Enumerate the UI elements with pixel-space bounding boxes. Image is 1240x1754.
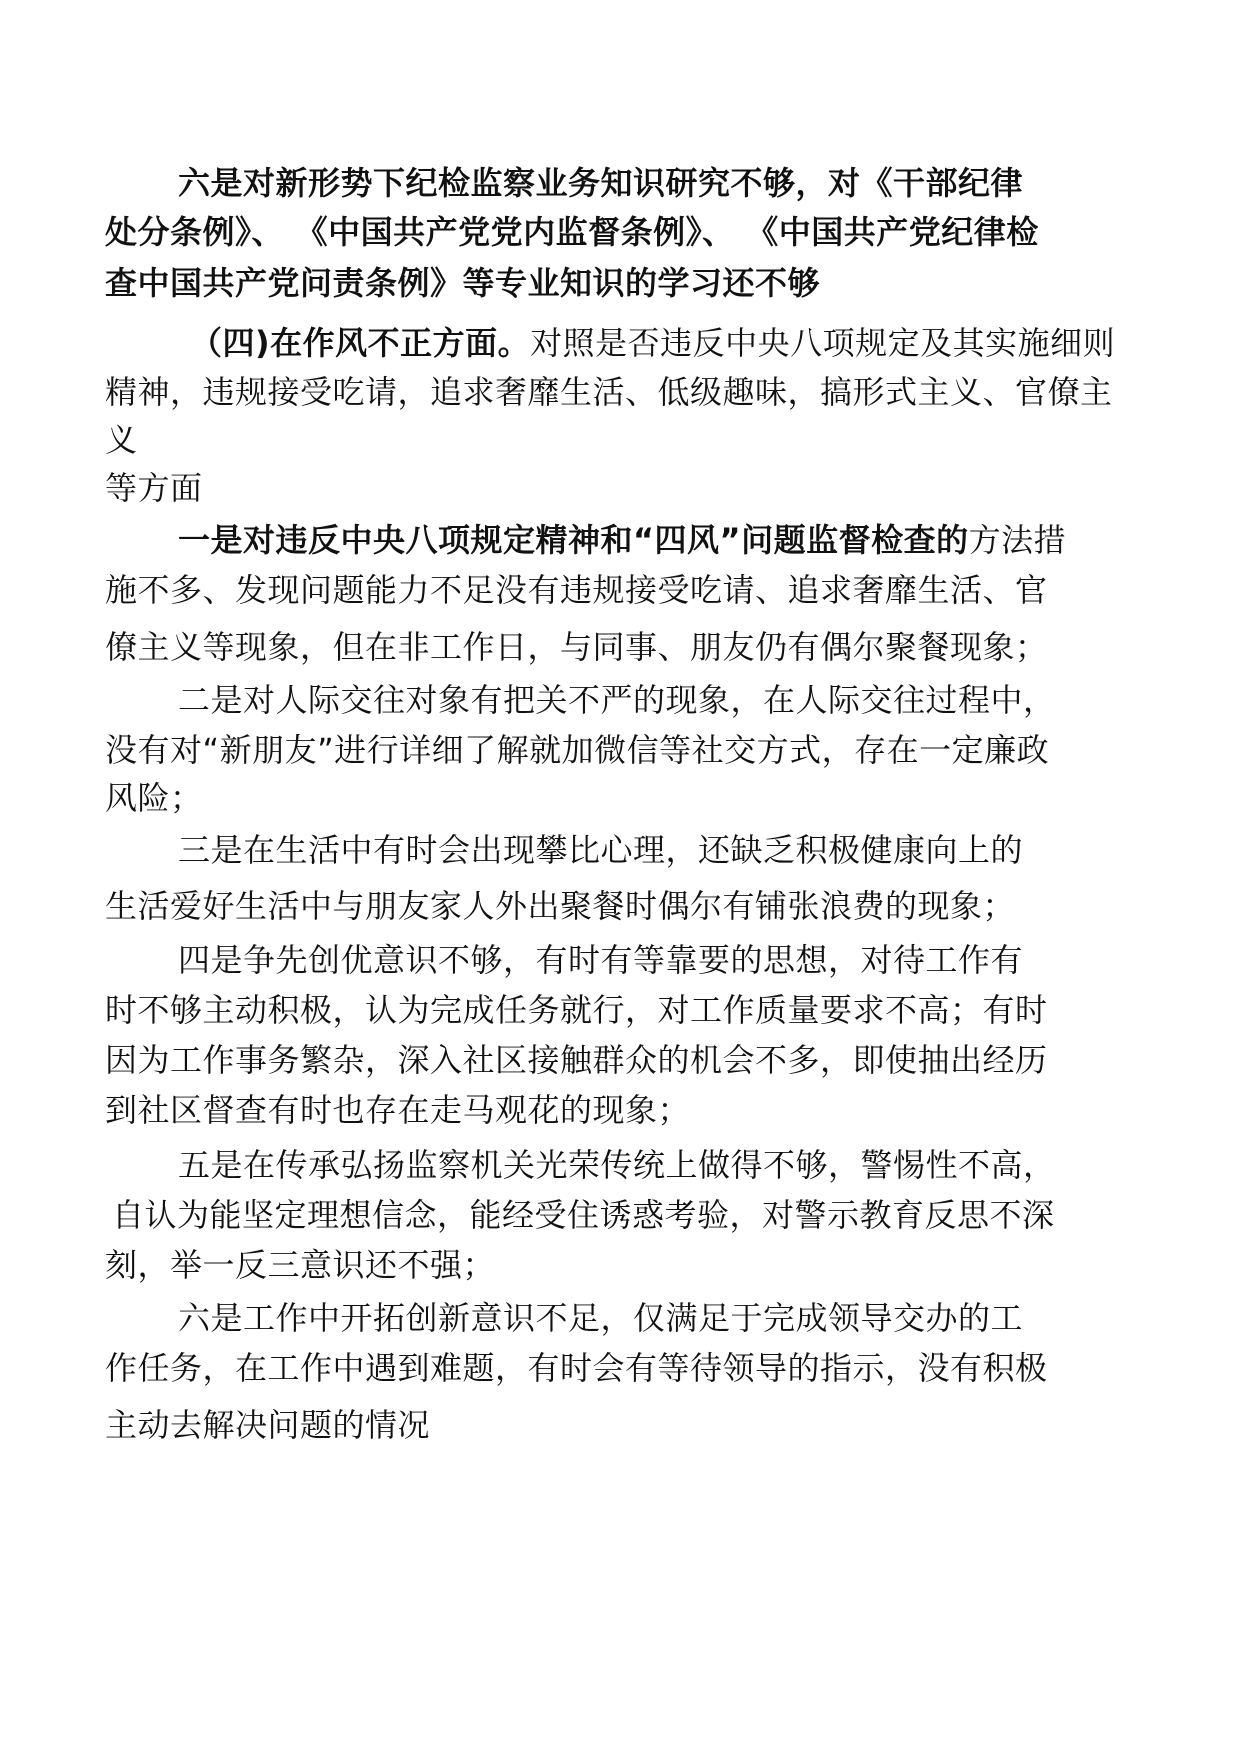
paragraph-1-line-2: 处分条例》、 《中国共产党党内监督条例》、 《中国共产党纪律检 [105,213,1039,251]
paragraph-6-line-4: 到社区督查有时也存在走马观花的现象； [105,1091,691,1129]
paragraph-8-line-3: 主动去解决问题的情况 [105,1406,431,1444]
paragraph-4-line-3: 风险； [105,779,203,817]
paragraph-1-line-1: 六是对新形势下纪检监察业务知识研究不够，对《干部纪律 [178,164,1024,202]
paragraph-3-bold-lead: 一是对违反中央八项规定精神和“四风”问题监督检查的 [178,521,969,559]
paragraph-2-line-1 [190,323,1115,363]
paragraph-6-line-1: 四是争先创优意识不够，有时有等靠要的思想，对待工作有 [178,941,1024,979]
paragraph-8-line-2: 作任务，在工作中遇到难题，有时会有等待领导的指示，没有积极 [105,1349,1048,1387]
paragraph-5-line-1: 三是在生活中有时会出现攀比心理，还缺乏积极健康向上的 [178,831,1024,869]
paragraph-6-line-2: 时不够主动积极，认为完成任务就行，对工作质量要求不高；有时 [105,991,1048,1029]
paragraph-6-line-3: 因为工作事务繁杂，深入社区接触群众的机会不多，即使抽出经历 [105,1041,1048,1079]
paragraph-3-line-3: 僚主义等现象，但在非工作日，与同事、朋友仍有偶尔聚餐现象； [105,628,1048,666]
paragraph-4-line-2: 没有对“新朋友”进行详细了解就加微信等社交方式，存在一定廉政 [105,731,1050,769]
paragraph-3-line-2: 施不多、发现问题能力不足没有违规接受吃请、追求奢靡生活、官 [105,571,1048,609]
paragraph-2-line-3: 义 [105,421,138,459]
paragraph-1-line-3: 查中国共产党问责条例》等专业知识的学习还不够 [105,264,821,302]
paragraph-3-line-1-rest: 方法措 [968,521,1067,559]
paragraph-3-line-1 [178,520,1066,560]
paragraph-2-line-1-rest: 对照是否违反中央八项规定及其实施细则 [530,324,1116,362]
paragraph-2-line-2: 精神，违规接受吃请，追求奢靡生活、低级趣味，搞形式主义、官僚主 [105,373,1113,411]
paragraph-7-line-2: 自认为能坚定理想信念，能经受住诱惑考验，对警示教育反思不深 [112,1196,1055,1234]
paragraph-5-line-2: 生活爱好生活中与朋友家人外出聚餐时偶尔有铺张浪费的现象； [105,887,1016,925]
paragraph-8-line-1: 六是工作中开拓创新意识不足，仅满足于完成领导交办的工 [178,1299,1024,1337]
paragraph-2-line-4: 等方面 [105,469,203,507]
paragraph-4-line-1: 二是对人际交往对象有把关不严的现象，在人际交往过程中， [178,681,1056,719]
paragraph-7-line-3: 刻，举一反三意识还不强； [105,1246,496,1284]
paragraph-7-line-1: 五是在传承弘扬监察机关光荣传统上做得不够，警惕性不高， [178,1146,1056,1184]
section-heading: （四)在作风不正方面。 [190,324,531,362]
